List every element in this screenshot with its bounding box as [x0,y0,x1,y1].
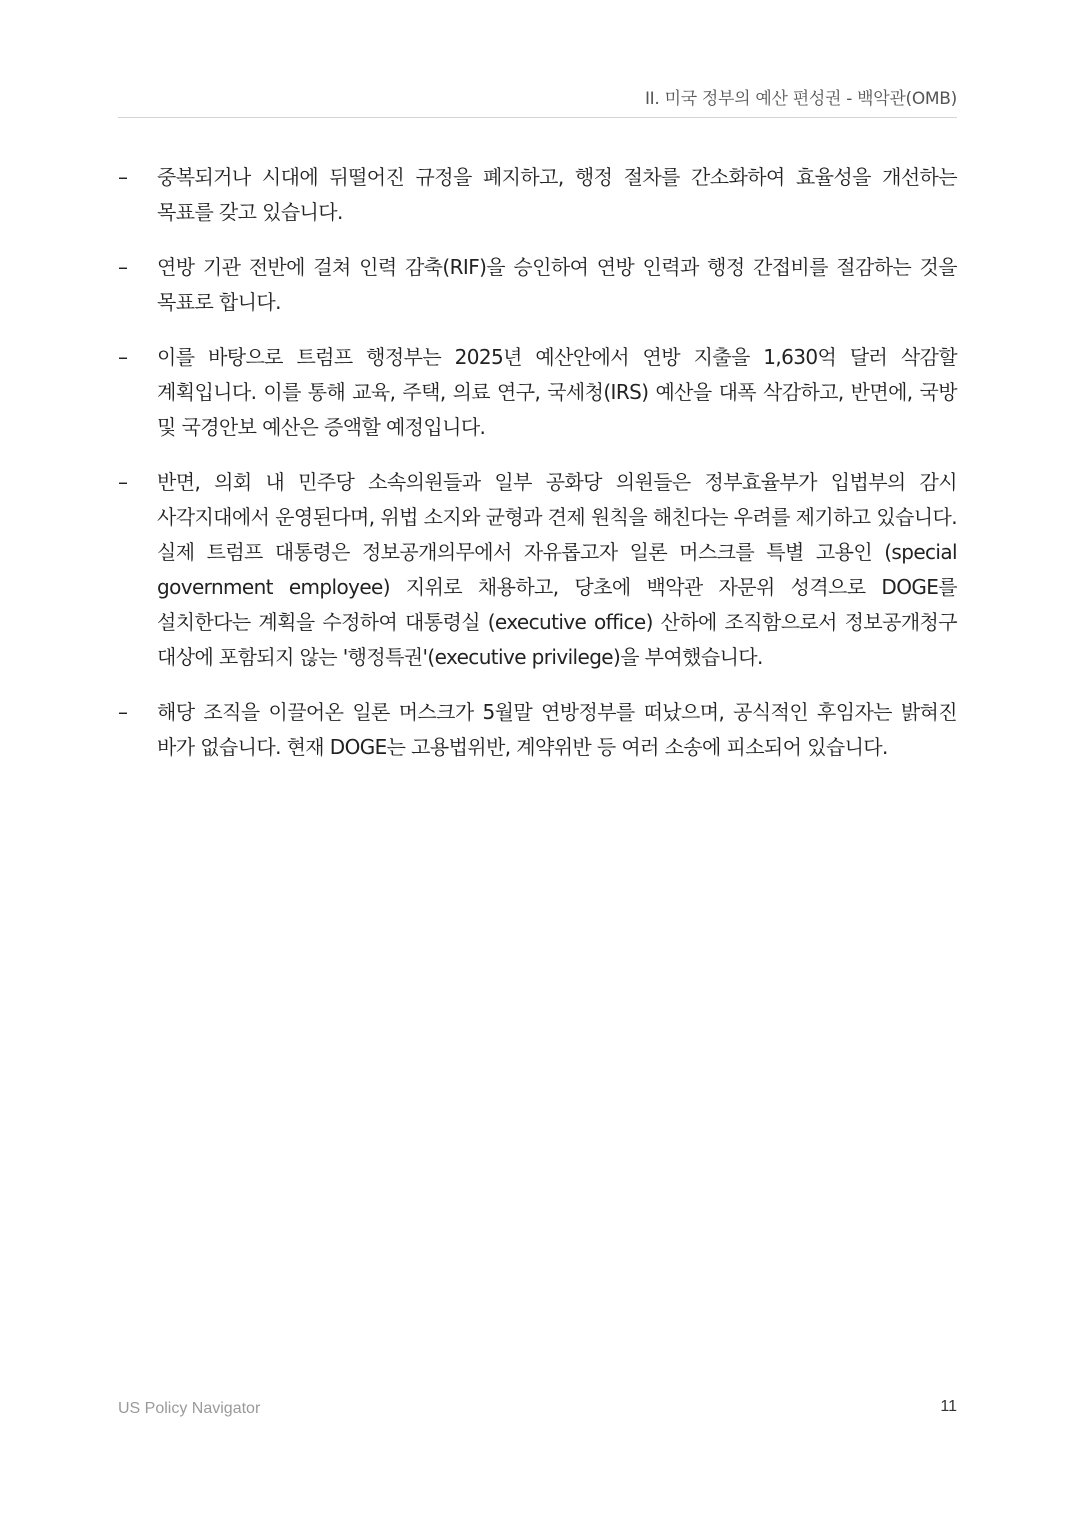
bullet-list [118,160,957,785]
page-number: 11 [940,1398,957,1415]
bullet-item-4 [118,465,957,675]
bullet-dash: – [118,470,128,494]
bullet-item-5 [118,695,957,765]
bullet-item-3 [118,340,957,445]
bullet-item-1 [118,160,957,230]
bullet-dash: – [118,255,128,279]
bullet-dash: – [118,345,128,369]
header-divider [118,117,957,118]
bullet-text: 중복되거나 시대에 뒤떨어진 규정을 폐지하고, 행정 절차를 간소화하여 효율성을 개선하는 목표를 갖고 있습니다. [157,165,957,224]
bullet-text: 이를 바탕으로 트럼프 행정부는 2025년 예산안에서 연방 지출을 1,630억 달러 삭감할 계획입니다. 이를 통해 교육, 주택, 의료 연구, 국세청(IRS) 예산을 대폭 삭감하고, 반면에, 국방 및 국경안보 예산은 증액할 예정입니다. [157,345,957,439]
bullet-dash: – [118,700,128,724]
bullet-text: 해당 조직을 이끌어온 일론 머스크가 5월말 연방정부를 떠났으며, 공식적인 후임자는 밝혀진 바가 없습니다. 현재 DOGE는 고용법위반, 계약위반 등 여러 소송에 피소되어 있습니다. [157,700,957,759]
bullet-text: 연방 기관 전반에 걸쳐 인력 감축(RIF)을 승인하여 연방 인력과 행정 간접비를 절감하는 것을 목표로 합니다. [157,255,957,314]
bullet-dash: – [118,165,128,189]
bullet-text: 반면, 의회 내 민주당 소속의원들과 일부 공화당 의원들은 정부효율부가 입법부의 감시 사각지대에서 운영된다며, 위법 소지와 균형과 견제 원칙을 해친다는 우려를 제기하고 있습니다. 실제 트럼프 대통령은 정보공개의무에서 자유롭고자 일론 머스크를 특별 고용인 (special government employee) 지위로 채용하고, 당초에 백악관 자문위 성격으로 DOGE를 설치한다는 계획을 수정하여 대통령실 (executive office) 산하에 조직함으로서 정보공개청구 대상에 포함되지 않는 '행정특권'(executive privilege)을 부여했습니다. [157,470,957,669]
bullet-item-2 [118,250,957,320]
page-header: II. 미국 정부의 예산 편성권 - 백악관(OMB) [644,89,957,109]
footer-publication-name: US Policy Navigator [118,1400,261,1417]
